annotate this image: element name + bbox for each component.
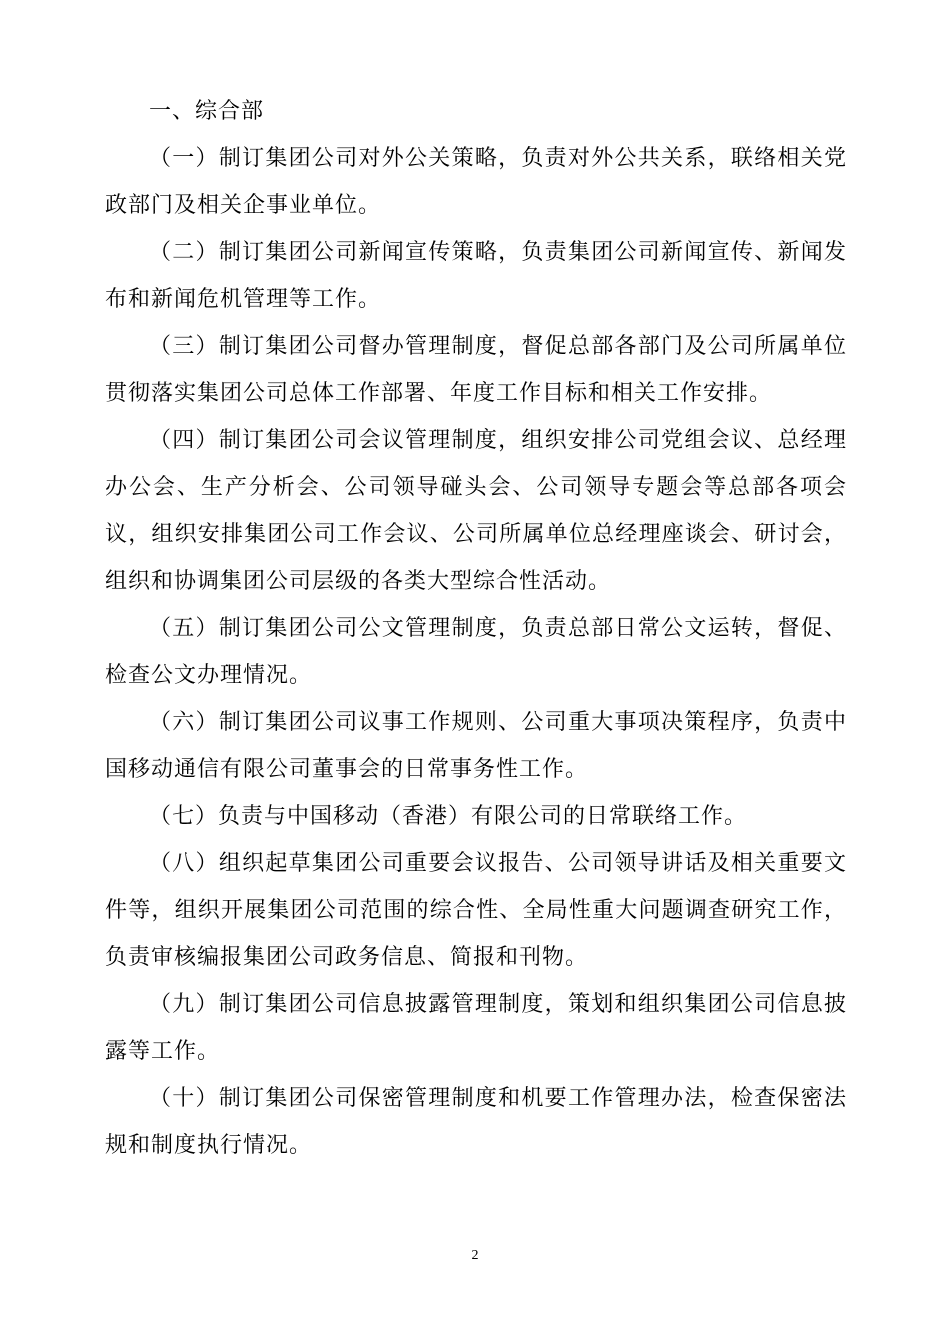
paragraph-9: （九）制订集团公司信息披露管理制度，策划和组织集团公司信息披露等工作。 [105, 992, 847, 1064]
section-heading: 一、综合部 [149, 99, 265, 124]
paragraph-4: （四）制订集团公司会议管理制度，组织安排公司党组会议、总经理办公会、生产分析会、公司领导碰头会、公司领导专题会等总部各项会议，组织安排集团公司工作会议、公司所属单位总经理座谈会、研讨会，组织和协调集团公司层级的各类大型综合性活动。 [105, 428, 847, 594]
paragraph-5: （五）制订集团公司公文管理制度，负责总部日常公文运转，督促、检查公文办理情况。 [105, 616, 847, 688]
paragraph-10: （十）制订集团公司保密管理制度和机要工作管理办法，检查保密法规和制度执行情况。 [105, 1086, 847, 1158]
document-body [105, 88, 847, 1169]
paragraph-3: （三）制订集团公司督办管理制度，督促总部各部门及公司所属单位贯彻落实集团公司总体工作部署、年度工作目标和相关工作安排。 [105, 334, 847, 406]
paragraph-2: （二）制订集团公司新闻宣传策略，负责集团公司新闻宣传、新闻发布和新闻危机管理等工作。 [105, 240, 847, 312]
paragraph-1: （一）制订集团公司对外公关策略，负责对外公共关系，联络相关党政部门及相关企事业单位。 [105, 146, 847, 218]
paragraph-8: （八）组织起草集团公司重要会议报告、公司领导讲话及相关重要文件等，组织开展集团公司范围的综合性、全局性重大问题调查研究工作，负责审核编报集团公司政务信息、简报和刊物。 [105, 851, 847, 970]
paragraph-7: （七）负责与中国移动（香港）有限公司的日常联络工作。 [149, 804, 748, 829]
paragraph-6: （六）制订集团公司议事工作规则、公司重大事项决策程序，负责中国移动通信有限公司董事会的日常事务性工作。 [105, 710, 847, 782]
page-number: 2 [471, 1248, 479, 1263]
